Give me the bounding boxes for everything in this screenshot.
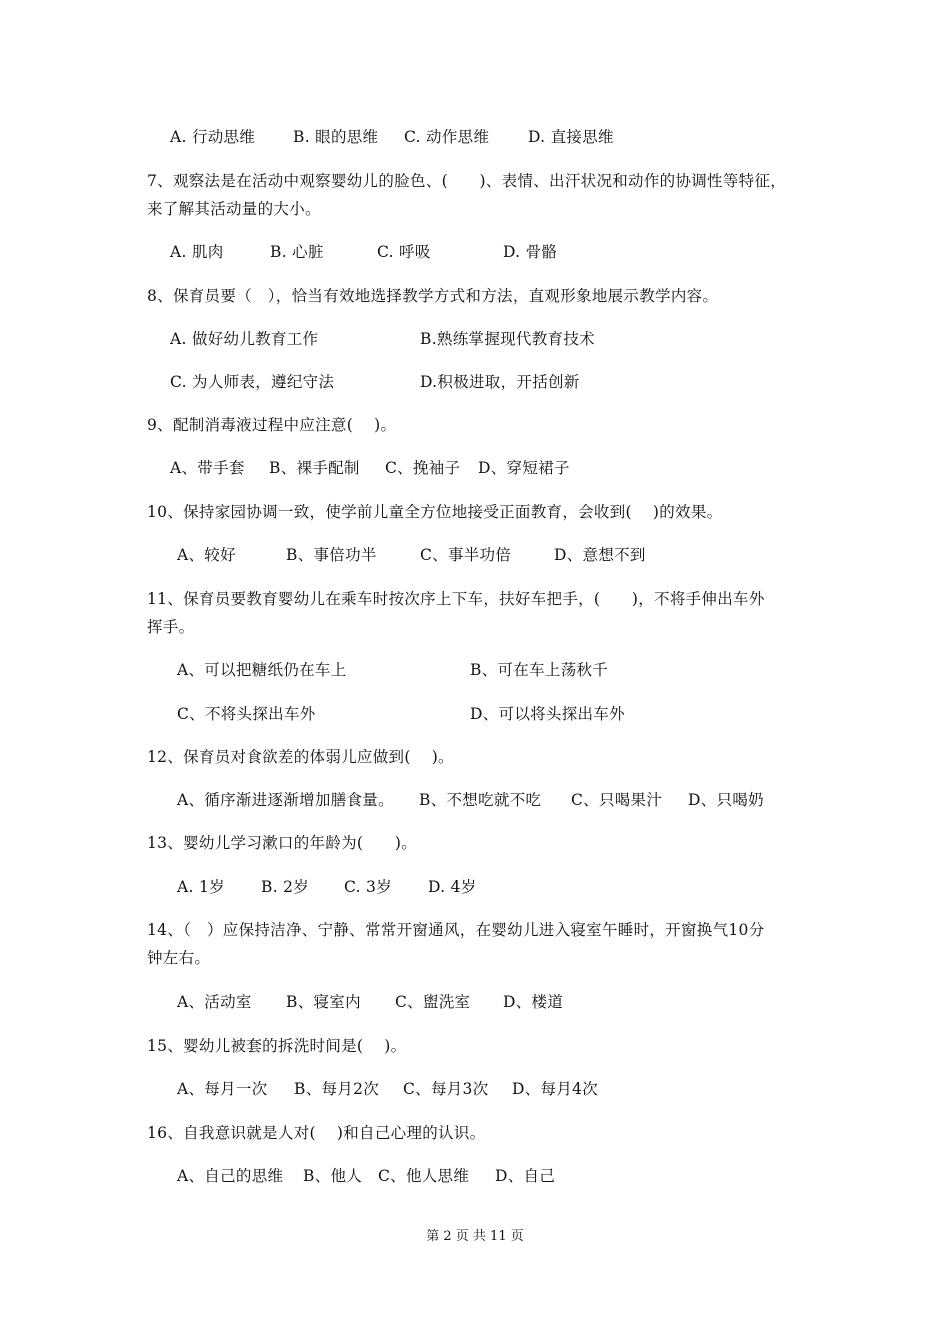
option-b: B.熟练掌握现代教育技术: [420, 330, 595, 348]
question-text-continued: 挥手。: [147, 618, 195, 636]
option-c: C. 为人师表，遵纪守法: [170, 373, 335, 391]
question-text: 13、婴幼儿学习漱口的年龄为( )。: [147, 834, 418, 852]
question-text: 15、婴幼儿被套的拆洗时间是( )。: [147, 1037, 407, 1055]
option-b: B、寝室内: [286, 993, 361, 1011]
option-a: A、每月一次: [177, 1080, 268, 1098]
option-a: A、循序渐进逐渐增加膳食量。: [177, 791, 394, 809]
question-text: 7、观察法是在活动中观察婴幼儿的脸色、( )、表情、出汗状况和动作的协调性等特征，: [147, 172, 787, 190]
option-c: C. 呼吸: [377, 243, 431, 261]
option-d: D. 直接思维: [528, 128, 614, 146]
question-text: 12、保育员对食欲差的体弱儿应做到( )。: [147, 748, 454, 766]
option-a: A、较好: [177, 546, 236, 564]
option-c: C. 3岁: [344, 878, 393, 896]
option-a: A、自己的思维: [177, 1167, 284, 1185]
option-d: D、只喝奶: [688, 791, 764, 809]
question-text: 14、（ ）应保持洁净、宁静、常常开窗通风，在婴幼儿进入寝室午睡时，开窗换气10分: [147, 921, 765, 939]
option-c: C、他人思维: [378, 1167, 470, 1185]
option-c: C、盥洗室: [395, 993, 471, 1011]
option-c: C、挽袖子: [385, 459, 461, 477]
option-b: B、不想吃就不吃: [419, 791, 542, 809]
option-a: A、活动室: [177, 993, 252, 1011]
option-d: D、每月4次: [512, 1080, 599, 1098]
option-b: B、每月2次: [294, 1080, 380, 1098]
question-text-continued: 来了解其活动量的大小。: [147, 200, 321, 218]
option-b: B. 眼的思维: [293, 128, 379, 146]
option-a: A. 1岁: [177, 878, 225, 896]
option-a: A. 肌肉: [170, 243, 224, 261]
option-d: D. 4岁: [428, 878, 477, 896]
question-text: 8、保育员要（ ），恰当有效地选择教学方式和方法，直观形象地展示教学内容。: [147, 287, 719, 305]
question-text: 16、自我意识就是人对( )和自己心理的认识。: [147, 1124, 486, 1142]
option-b: B. 心脏: [270, 243, 324, 261]
question-text: 11、保育员要教育婴幼儿在乘车时按次序上下车，扶好车把手，( )，不将手伸出车外: [147, 590, 765, 608]
option-d: D. 骨骼: [503, 243, 558, 261]
question-text-continued: 钟左右。: [147, 949, 211, 967]
option-b: B、事倍功半: [286, 546, 377, 564]
option-d: D.积极进取，开括创新: [420, 373, 580, 391]
option-b: B、可在车上荡秋千: [470, 661, 609, 679]
option-c: C、事半功倍: [420, 546, 512, 564]
question-text: 9、配制消毒液过程中应注意( )。: [147, 416, 397, 434]
option-a: A、带手套: [170, 459, 245, 477]
option-b: B、裸手配制: [269, 459, 360, 477]
option-d: D、楼道: [503, 993, 564, 1011]
option-c: C、每月3次: [403, 1080, 489, 1098]
option-a: A. 做好幼儿教育工作: [170, 330, 319, 348]
option-b: B. 2岁: [261, 878, 310, 896]
option-c: C、不将头探出车外: [177, 705, 316, 723]
option-d: D、自己: [495, 1167, 556, 1185]
page-number: 第 2 页 共 11 页: [426, 1229, 524, 1244]
option-c: C. 动作思维: [404, 128, 490, 146]
question-text: 10、保持家园协调一致，使学前儿童全方位地接受正面教育，会收到( )的效果。: [147, 503, 723, 521]
option-a: A、可以把糖纸仍在车上: [177, 661, 347, 679]
option-d: D、意想不到: [554, 546, 646, 564]
option-a: A. 行动思维: [170, 128, 256, 146]
option-b: B、他人: [303, 1167, 363, 1185]
option-d: D、穿短裙子: [478, 459, 570, 477]
option-c: C、只喝果汁: [571, 791, 663, 809]
option-d: D、可以将头探出车外: [470, 705, 625, 723]
